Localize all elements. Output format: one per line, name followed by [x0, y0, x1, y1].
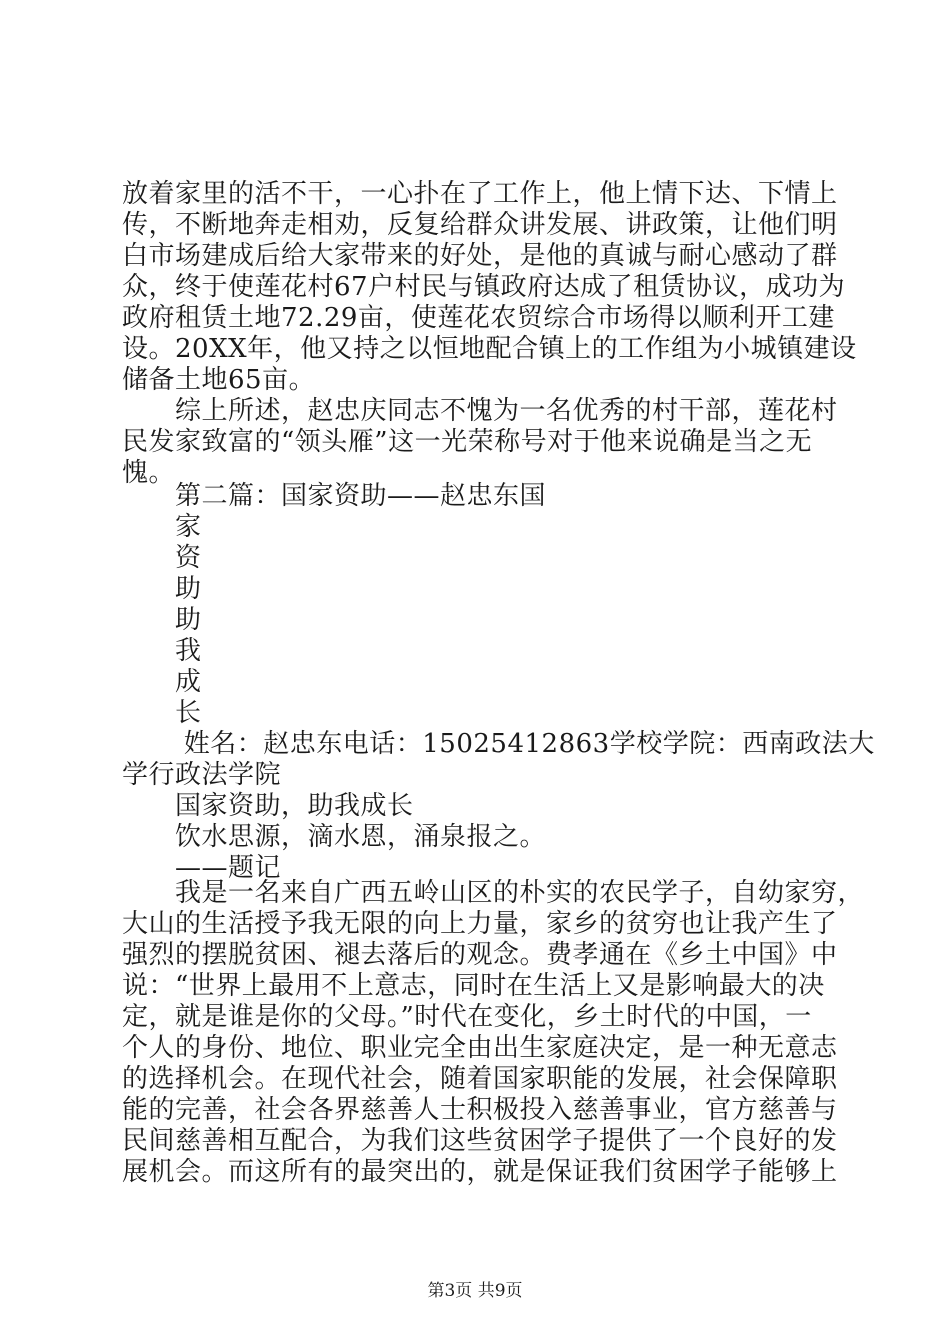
body-line: 我是一名来自广西五岭山区的朴实的农民学子，自幼家穷，	[122, 878, 865, 908]
section-heading: 第二篇：国家资助——赵忠东国	[122, 481, 547, 511]
body-line: 设。20XX年，他又持之以恒地配合镇上的工作组为小城镇建设	[122, 334, 857, 364]
vertical-title-char: 家	[122, 512, 202, 542]
author-info-line: 姓名：赵忠东电话：15025412863学校学院：西南政法大	[122, 729, 875, 759]
page-footer: 第3页 共9页	[427, 1281, 523, 1301]
body-line: 民发家致富的“领头雁”这一光荣称号对于他来说确是当之无	[122, 427, 813, 457]
body-line: 白市场建成后给大家带来的好处，是他的真诚与耐心感动了群	[122, 241, 838, 271]
subtitle-line: 国家资助，助我成长	[122, 791, 414, 821]
body-line: 强烈的摆脱贫困、褪去落后的观念。费孝通在《乡土中国》中	[122, 940, 838, 970]
body-line: 大山的生活授予我无限的向上力量，家乡的贫穷也让我产生了	[122, 909, 838, 939]
vertical-title-char: 长	[122, 698, 202, 728]
epigraph-attribution: ——题记	[122, 853, 282, 883]
body-line: 传，不断地奔走相劝，反复给群众讲发展、讲政策，让他们明	[122, 210, 838, 240]
body-line: 民间慈善相互配合，为我们这些贫困学子提供了一个良好的发	[122, 1126, 838, 1156]
body-line: 说：“世界上最用不上意志，同时在生活上又是影响最大的决	[122, 971, 825, 1001]
vertical-title-char: 助	[122, 574, 202, 604]
author-info-line: 学行政法学院	[122, 760, 282, 790]
body-line: 综上所述，赵忠庆同志不愧为一名优秀的村干部，莲花村	[122, 396, 838, 426]
vertical-title-char: 我	[122, 636, 202, 666]
body-line: 展机会。而这所有的最突出的，就是保证我们贫困学子能够上	[122, 1157, 838, 1187]
body-line: 储备土地65亩。	[122, 365, 316, 395]
vertical-title-char: 成	[122, 667, 202, 697]
body-line: 能的完善，社会各界慈善人士积极投入慈善事业，官方慈善与	[122, 1095, 838, 1125]
body-line: 定，就是谁是你的父母。”时代在变化，乡土时代的中国，一	[122, 1002, 812, 1032]
body-line: 放着家里的活不干，一心扑在了工作上，他上情下达、下情上	[122, 179, 838, 209]
body-line: 政府租赁土地72.29亩，使莲花农贸综合市场得以顺利开工建	[122, 303, 835, 333]
vertical-title-char: 助	[122, 605, 202, 635]
body-line: 愧。	[122, 458, 176, 488]
body-line: 众，终于使莲花村67户村民与镇政府达成了租赁协议，成功为	[122, 272, 846, 302]
epigraph-line: 饮水思源，滴水恩，涌泉报之。	[122, 822, 547, 852]
vertical-title-char: 资	[122, 543, 202, 573]
body-line: 的选择机会。在现代社会，随着国家职能的发展，社会保障职	[122, 1064, 838, 1094]
body-line: 个人的身份、地位、职业完全由出生家庭决定，是一种无意志	[122, 1033, 838, 1063]
